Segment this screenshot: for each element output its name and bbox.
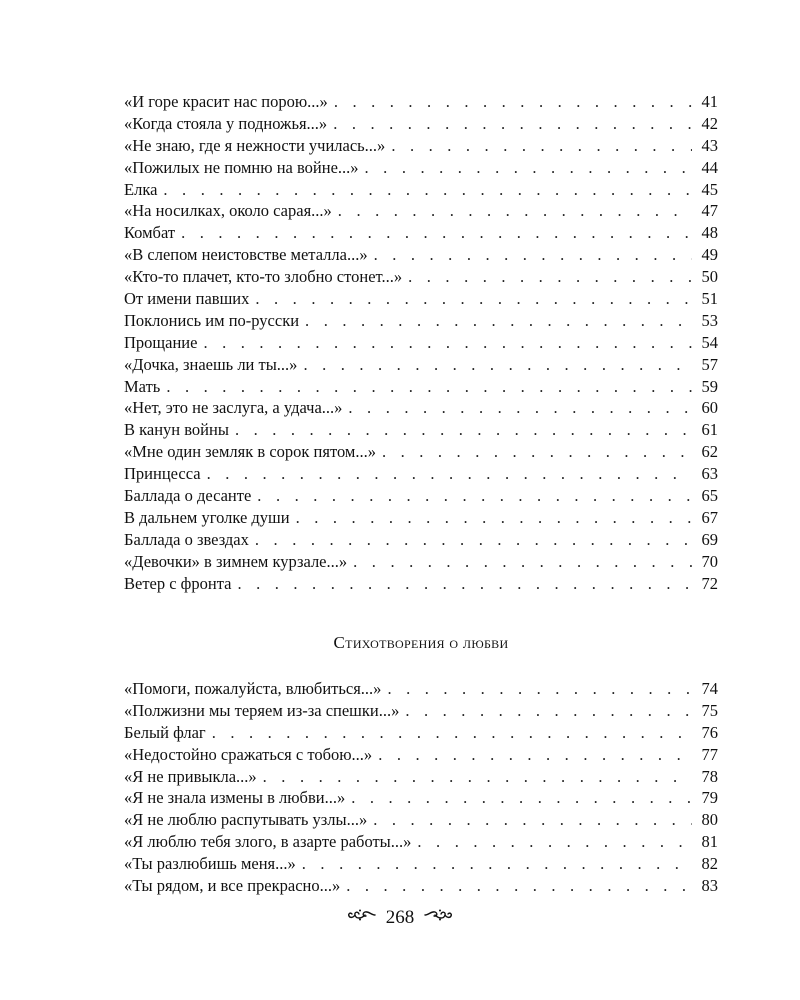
toc-entry [124, 573, 718, 595]
toc-entry [124, 441, 718, 463]
dot-leader [163, 179, 692, 201]
toc-entry [124, 875, 718, 897]
toc-entry-page-number: 44 [701, 157, 718, 177]
toc-entry [124, 200, 718, 222]
dot-leader [255, 529, 692, 551]
toc-entry-title: Мать [124, 376, 161, 396]
toc-entry-title: «Я не знала измены в любви...» [124, 788, 346, 808]
toc-entry-page-number: 47 [701, 201, 718, 221]
dot-leader [263, 766, 692, 788]
toc-entry-page-number: 42 [701, 113, 718, 133]
dot-leader [305, 310, 692, 332]
toc-entry [124, 354, 718, 376]
toc-entry-title: «Ты рядом, и все прекрасно...» [124, 876, 341, 896]
toc-entry-page-number: 72 [701, 573, 718, 593]
toc-entry-title: «Когда стояла у подножья...» [124, 113, 328, 133]
toc-entry-page-number: 82 [701, 854, 718, 874]
toc-entry-title: «Я не привыкла...» [124, 766, 257, 786]
dot-leader [333, 113, 692, 135]
toc-entry-page-number: 81 [701, 832, 718, 852]
dot-leader [353, 551, 692, 573]
toc-entry-title: «Нет, это не заслуга, а удача...» [124, 398, 343, 418]
dot-leader [207, 463, 692, 485]
toc-entry-title: «На носилках, около сарая...» [124, 201, 332, 221]
toc-entry-page-number: 50 [701, 267, 718, 287]
toc-entry-title: В дальнем уголке души [124, 507, 290, 527]
dot-leader [378, 744, 692, 766]
toc-entry [124, 809, 718, 831]
toc-entry-title: Елка [124, 179, 158, 199]
dot-leader [346, 875, 692, 897]
toc-entry-page-number: 76 [701, 722, 718, 742]
toc-entry [124, 853, 718, 875]
toc-entry [124, 678, 718, 700]
dot-leader [387, 678, 692, 700]
toc-list-love-poems [124, 678, 718, 897]
toc-entry-page-number: 75 [701, 700, 718, 720]
toc-entry [124, 222, 718, 244]
dot-leader [351, 787, 692, 809]
toc-entry-title: «Полжизни мы теряем из-за спешки...» [124, 700, 400, 720]
toc-entry-title: Поклонись им по-русски [124, 310, 300, 330]
toc-entry [124, 766, 718, 788]
dot-leader [373, 809, 692, 831]
toc-entry-title: «В слепом неистовстве металла...» [124, 245, 368, 265]
dot-leader [303, 354, 692, 376]
toc-entry-title: Ветер с фронта [124, 573, 232, 593]
dot-leader [382, 441, 692, 463]
dot-leader [374, 244, 692, 266]
toc-entry-title: Комбат [124, 223, 176, 243]
toc-entry-title: Баллада о десанте [124, 486, 252, 506]
dot-leader [302, 853, 692, 875]
toc-entry [124, 332, 718, 354]
toc-entry-title: «Мне один земляк в сорок пятом...» [124, 442, 376, 462]
toc-entry [124, 135, 718, 157]
toc-entry-title: «Девочки» в зимнем курзале...» [124, 551, 348, 571]
toc-entry-title: «И горе красит нас порою...» [124, 92, 328, 111]
dot-leader [296, 507, 692, 529]
dot-leader [408, 266, 692, 288]
toc-entry-title: «Не знаю, где я нежности училась...» [124, 135, 386, 155]
toc-entry-page-number: 65 [701, 486, 718, 506]
dot-leader [237, 573, 692, 595]
toc-entry [124, 485, 718, 507]
toc-entry-title: Принцесса [124, 464, 201, 484]
toc-entry [124, 831, 718, 853]
toc-entry-page-number: 62 [701, 442, 718, 462]
toc-entry [124, 288, 718, 310]
page-footer [0, 906, 800, 930]
dot-leader [348, 397, 692, 419]
toc-entry-title: Прощание [124, 332, 198, 352]
dot-leader [166, 376, 692, 398]
toc-entry-page-number: 53 [701, 310, 718, 330]
toc-entry-title: «Пожилых не помню на войне...» [124, 157, 359, 177]
toc-entry-page-number: 74 [701, 679, 718, 698]
toc-entry [124, 244, 718, 266]
dot-leader [235, 419, 692, 441]
toc-entry [124, 157, 718, 179]
ornament-right-icon [423, 905, 453, 929]
page-number: 268 [385, 907, 415, 928]
toc-entry-page-number: 43 [701, 135, 718, 155]
toc-entry [124, 744, 718, 766]
dot-leader [405, 700, 692, 722]
toc-entry-page-number: 41 [701, 92, 718, 111]
toc-entry-page-number: 77 [701, 744, 718, 764]
toc-entry-page-number: 79 [701, 788, 718, 808]
dot-leader [203, 332, 692, 354]
toc-entry-title: Белый флаг [124, 722, 206, 742]
toc-entry-page-number: 48 [701, 223, 718, 243]
toc-entry-page-number: 60 [701, 398, 718, 418]
toc-entry-page-number: 54 [701, 332, 718, 352]
toc-entry-page-number: 45 [701, 179, 718, 199]
dot-leader [257, 485, 692, 507]
dot-leader [212, 722, 692, 744]
toc-entry-page-number: 70 [701, 551, 718, 571]
toc-entry [124, 113, 718, 135]
toc-entry [124, 310, 718, 332]
toc-entry [124, 419, 718, 441]
ornament-left-icon [347, 905, 377, 929]
toc-entry-page-number: 80 [701, 810, 718, 830]
dot-leader [338, 200, 692, 222]
toc-entry [124, 266, 718, 288]
section-heading-love-poems: Стихотворения о любви [333, 633, 509, 652]
toc-entry-page-number: 67 [701, 507, 718, 527]
toc-entry [124, 397, 718, 419]
toc-entry-page-number: 59 [701, 376, 718, 396]
toc-entry [124, 91, 718, 113]
dot-leader [365, 157, 692, 179]
toc-entry [124, 529, 718, 551]
toc-entry-page-number: 57 [701, 354, 718, 374]
toc-entry [124, 787, 718, 809]
toc-entry [124, 722, 718, 744]
toc-entry-title: «Я люблю тебя злого, в азарте работы...» [124, 832, 412, 852]
toc-entry [124, 551, 718, 573]
toc-entry [124, 700, 718, 722]
dot-leader [391, 135, 692, 157]
toc-entry-title: «Дочка, знаешь ли ты...» [124, 354, 298, 374]
toc-entry-title: От имени павших [124, 289, 250, 309]
toc-entry-page-number: 49 [701, 245, 718, 265]
toc-entry-title: «Я не люблю распутывать узлы...» [124, 810, 368, 830]
toc-entry [124, 507, 718, 529]
toc-entry-title: В канун войны [124, 420, 229, 440]
dot-leader [255, 288, 692, 310]
dot-leader [334, 91, 692, 113]
toc-entry-title: «Недостойно сражаться с тобою...» [124, 744, 373, 764]
toc-entry [124, 376, 718, 398]
toc-list-war-poems [124, 91, 718, 594]
toc-entry-title: «Ты разлюбишь меня...» [124, 854, 296, 874]
toc-entry-title: «Кто-то плачет, кто-то злобно стонет...» [124, 267, 403, 287]
toc-entry-page-number: 51 [701, 289, 718, 309]
toc-entry [124, 463, 718, 485]
toc-entry-page-number: 63 [701, 464, 718, 484]
toc-entry-page-number: 83 [701, 876, 718, 896]
toc-entry-title: «Помоги, пожалуйста, влюбиться...» [124, 679, 382, 698]
toc-entry-page-number: 61 [701, 420, 718, 440]
toc-entry-page-number: 69 [701, 529, 718, 549]
toc-entry [124, 179, 718, 201]
toc-entry-page-number: 78 [701, 766, 718, 786]
toc-entry-title: Баллада о звездах [124, 529, 249, 549]
dot-leader [181, 222, 692, 244]
dot-leader [417, 831, 692, 853]
